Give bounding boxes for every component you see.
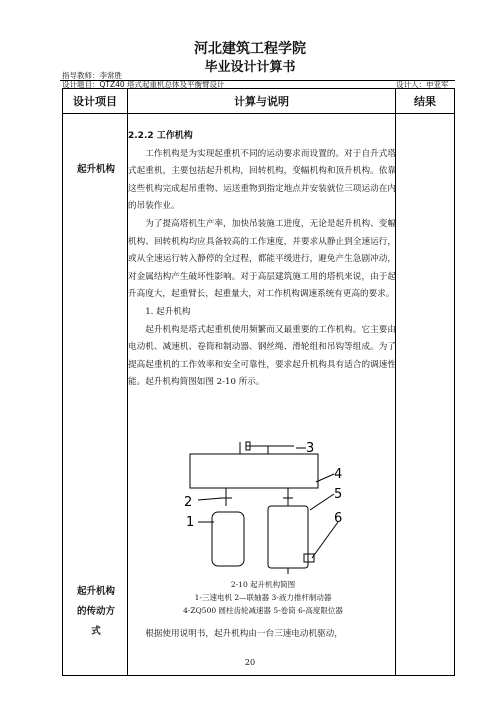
subheading-hoist: 1. 起升机构 <box>145 306 191 317</box>
section-heading: 2.2.2 工作机构 <box>128 131 193 141</box>
figure-caption: 2-10 起升机构简图 1-三速电机 2—联轴器 3-液力推杆制动器 4-ZQ500 圆柱齿轮减速器 5-卷筒 6-高度限位器 <box>183 580 343 615</box>
col-header-calc: 计算与说明 <box>128 89 396 114</box>
design-topic: 设计题目：QTZ40 塔式起重机总体及平衡臂设计 <box>62 80 225 89</box>
col-header-item: 设计项目 <box>63 89 128 114</box>
callout-6: 6 <box>334 511 343 526</box>
callout-5: 5 <box>334 487 343 502</box>
paragraph-4: 根据使用说明书，起升机构由一台三速电动机驱动， <box>145 629 343 639</box>
label-hoist-drive: 起升机构 的传动方 式 <box>76 586 115 637</box>
paragraph-3: 起升机构是塔式起重机使用频繁而又最重要的工作机构。它主要由电动机、减速机、卷筒和制动器、钢丝绳、滑轮组和吊钩等组成。为了提高起重机的工作效率和安全可靠性，要求起升机构具有适合的调速性能。起升机构简图如图 2-10 所示。 <box>128 324 396 388</box>
hoist-mechanism-diagram <box>128 436 398 576</box>
label-hoist-mechanism: 起升机构 <box>76 164 115 175</box>
page-number: 20 <box>244 658 256 667</box>
advisor: 指导教师：李常胜 <box>62 71 122 80</box>
callout-1: 1 <box>186 515 195 530</box>
paragraph-1: 工作机构是为实现起重机不同的运动要求而设置的。对于自升式塔式起重机，主要包括起升机构，回转机构，变幅机构和顶升机构。依靠这些机构完成起吊重物、运送重物到指定地点并安装就位三项运动在内的吊装作业。 <box>128 148 396 212</box>
callout-2: 2 <box>184 495 193 510</box>
callout-4: 4 <box>334 467 343 482</box>
result-cell <box>396 114 455 676</box>
paragraph-2: 为了提高塔机生产率，加快吊装施工进度，无论是起升机构、变幅机构、回转机构均应具备较高的工作速度，并要求从静止到全速运行，或从全速运行转入静停的全过程，都能平缓进行，避免产生急剧冲动，对金属结构产生破坏性影响。对于高层建筑施工用的塔机来说，由于起升高度大，起重臂长，起重量大，对工作机构调速系统有更高的要求。 <box>128 218 396 300</box>
calc-text <box>128 128 396 392</box>
col-header-result: 结果 <box>396 89 455 114</box>
document-title: 毕业设计计算书 <box>204 60 296 75</box>
designer: 设计人：申亚军 <box>396 80 449 89</box>
calc-text-continued <box>128 626 396 644</box>
school-name: 河北建筑工程学院 <box>194 41 306 57</box>
callout-3: 3 <box>306 441 315 456</box>
